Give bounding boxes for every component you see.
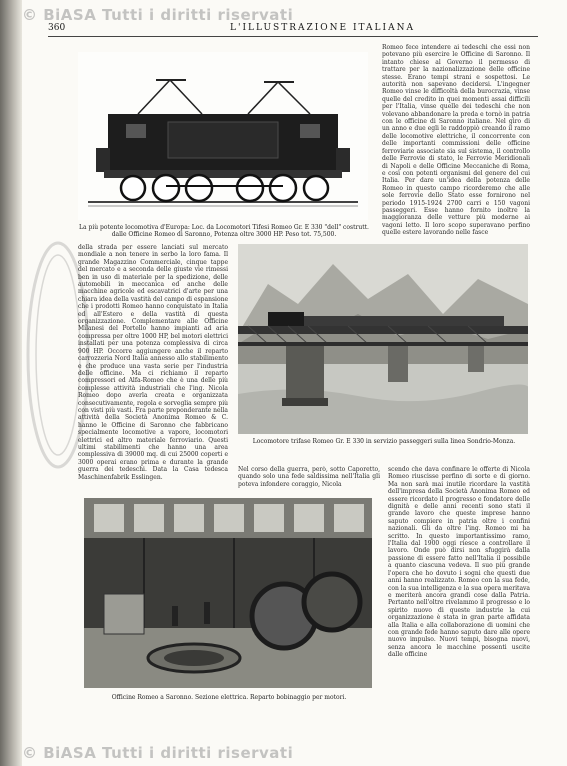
workshop-photo: [84, 498, 372, 688]
text-column-middle-bottom: Nel corso della guerra, però, sotto Caporetto, quando solo una fede saldissima nell'Italia gli poteva infondere coraggio, Nicola: [238, 466, 380, 488]
locomotive-caption: La più potente locomotiva d'Europa: Loc. da Locomotori Tifesi Romeo Gr. E 330 "dell" costrutt. dalle Officine Romeo di Saronno, Potenza oltre 3000 HP. Peso tot. 75,500.: [79, 224, 369, 238]
locomotive-photo: [78, 52, 368, 220]
magazine-title: L'ILLUSTRAZIONE ITALIANA: [230, 23, 415, 33]
text-column-right-top: Romeo fece intendere ai tedeschi che essi non potevano più esercire le Officine di Saronno. Il intanto chiese al Governo il permesso di trattare per la nazionalizzazione delle officine stesse. Erano tempi strani e sospettosi. Le autorità non sapevano decidersi. L'ingegner Romeo vinse le difficoltà della burocrazia, vinse quelle del credito in quei momenti assai difficili per l'Italia, vinse quelle dei tedeschi che non volevano abbandonare la preda e tornò in patria con le officine di Saronno italiane. Nel giro di un anno e due egli le raddoppiò creando il ramo delle locomotive elettriche, il concorrente con delle importanti commissioni delle officine ferroviarie associate sia sul sistema, il controllo delle Ferrovie di stato, le Ferrovie Meridionali di Napoli e delle Officine Meccaniche di Roma, e così con potenti organismi del genere del cui Italia. Per dare un'idea della potenza delle Romeo in questo campo ricorderemo che alle sole ferrovie dello Stato esse fornirono nel periodo 1915-1924 2700 carri e 150 vagoni passeggeri. Esse hanno fornito inoltre la maggioranza delle vetture più moderne ai vagoni letto. Il loro scopo superavano perfino quelle estere lavorando nelle fasce: [382, 44, 530, 237]
locomotive-drawing: [78, 52, 368, 220]
train-bridge-caption: Locomotore trifase Romeo Gr. E 330 in servizio passeggeri sulla linea Sondrio-Monza.: [252, 438, 516, 445]
text-column-right-bottom: scendo che dava confinare le offerte di Nicola Romeo riuscisse perfino di sorte e di giorno. Ma non sarà mai inutile ricordare la vastità dell'impresa della Società Anonima Romeo ed essere ricordato il progresso e fondatore delle dignità e delle anni recenti sono stati il grande lavoro che queste imprese hanno saputo compiere in patria oltre i confini nazionali. Gli da oltre l'ing. Romeo mi ha scritto. In questo importantissimo ramo, l'Italia dal 1900 oggi riesce a controllare il lavoro. Onde può dirsi non sfuggirà dalla passione di essere fatto nell'Italia il possibile a quanto ciascuna vedeva. Il suo più grande l'opera che ho dovuto i sogni che questi due anni hanno realizzato. Romeo con la sua fede, con la sua intelligenza e la sua opera meritava e meriterà ancora grandi cose dalla Patria. Pertanto nell'oltre rivelammo il progresso e lo spirito nuovo di queste industrie la cui organizzazione è stata in gran parte affidata alla Italia e alla collaborazione di uomini che con grande fede hanno saputo dare alle opere nuovo impulso. Nuovi tempi, bisogna nuovi, senza ancora le macchine possenti uscite dalle officine: [388, 466, 530, 659]
text-column-left-middle: della strada per essere lanciati sul mercato mondiale a non tenere in serbo la loro fama. Il grande Magazzino Commerciale, cinque tappe del mercato e a seconda delle giuste vie rimessi ben in uso di materiale per la spedizione, delle automobili in meccanica ed anche delle macchine agricole ed escavatrici d'arte per una chiara idea della vastità del campo di espansione che i prodotti Romeo hanno conquistato in Italia ed all'Estero e della vastità di questa organizzazione. Complementare alle Officine Milanesi del Portello hanno impianti ad aria compressa per oltre 1000 HP, bel motori elettrici installati per una potenza complessiva di circa 900 HP. Occorre aggiungere anche il reparto carrozzeria Nord Italia annesso allo stabilimento e che produce una vasta serie per l'industria delle officine. Ma ci richiamo il reparto compressori ed Alfa-Romeo che è una delle più complesse attività industriali che l'ing. Nicola Romeo dopo averla creata e organizzata consecutivamente, regola e sorveglia sempre più con visti più vasti. Fra parte preponderante nella attività della Società Anonima Romeo & C. hanno le Officine di Saronno che fabbricano specialmente locomotive a vapore, locomotori elettrici ed altro materiale ferroviario. Questi ultimi stabilimenti che hanno una area complessiva di 39000 mq. di cui 25000 coperti e 3000 operai erano prima e durante la grande guerra dei tedeschi. Data la Casa tedesca Maschinenfabrik Esslingen.: [78, 244, 228, 481]
watermark-top: © BiASA Tutti i diritti riservati: [22, 6, 294, 24]
train-bridge-drawing: [238, 244, 528, 434]
watermark-bottom: © BiASA Tutti i diritti riservati: [22, 744, 294, 762]
workshop-drawing: [84, 498, 372, 688]
train-bridge-photo: [238, 244, 528, 434]
workshop-caption: Officine Romeo a Saronno. Sezione elettrica. Reparto bobinaggio per motori.: [111, 694, 347, 701]
book-binding-edge: [0, 0, 22, 766]
page-number: 360: [48, 23, 66, 33]
page-header: [48, 22, 538, 37]
